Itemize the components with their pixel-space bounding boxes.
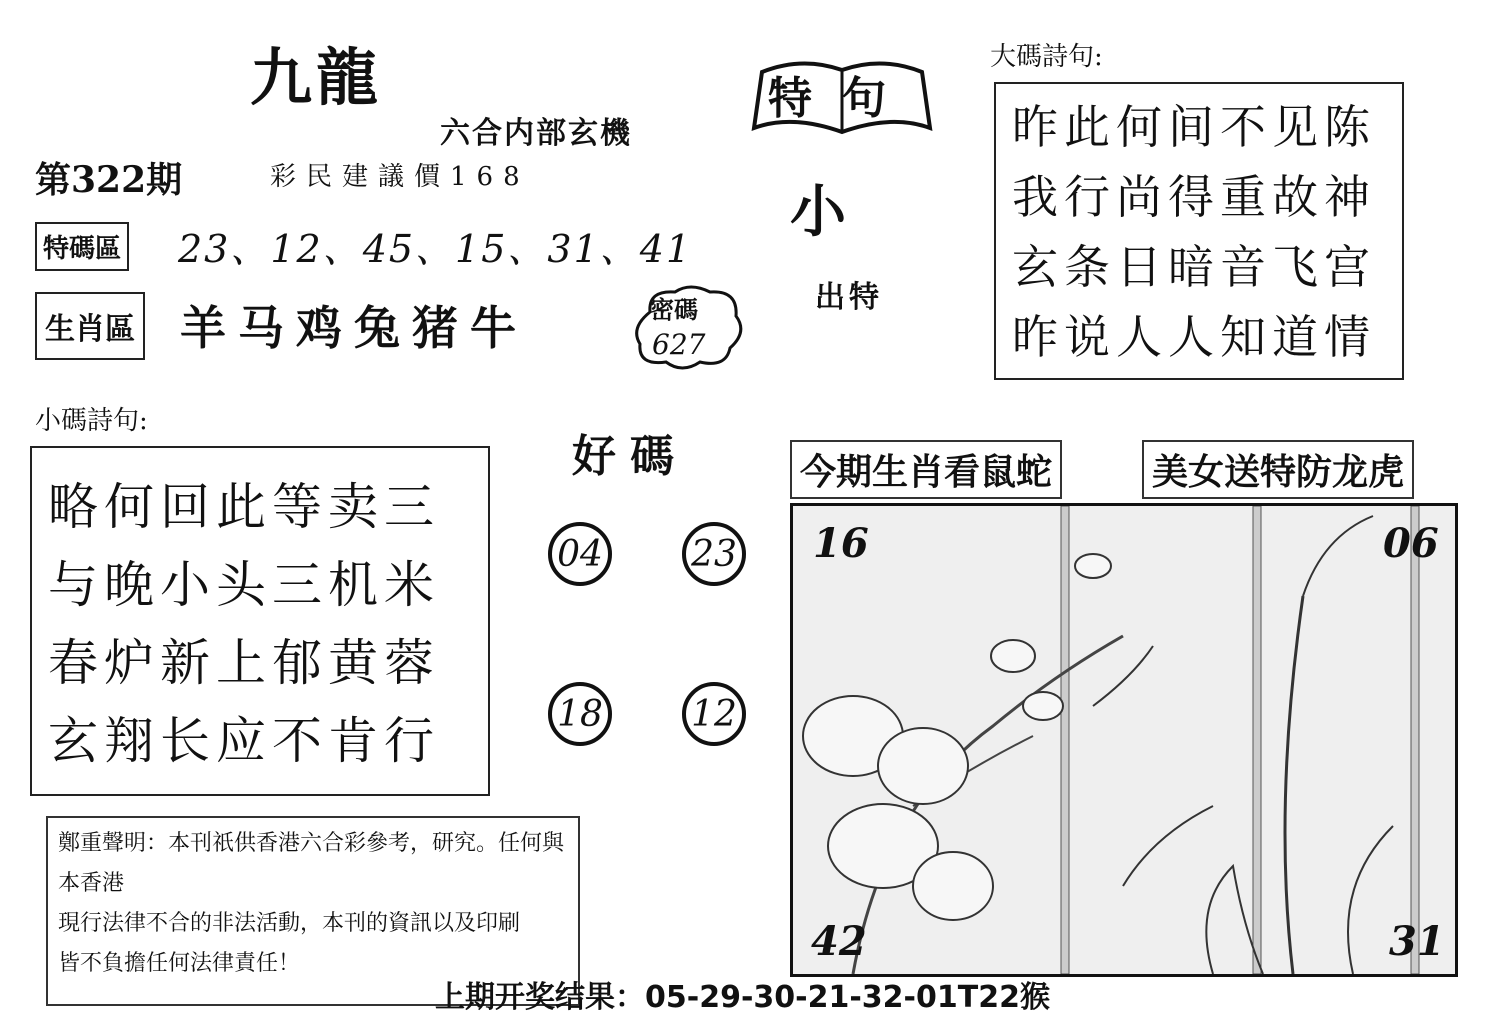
banner-text: 特句 [768,73,916,124]
small-poem-line: 春炉新上郁黄蓉 [48,634,440,692]
secret-code-label: 密碼 [650,295,698,324]
good-code-ball: 04 [548,522,612,586]
corner-number: 16 [813,520,869,567]
corner-number: 06 [1383,520,1439,567]
disclaimer-line: 鄭重聲明：本刊祇供香港六合彩參考，研究。任何與本香港 [58,831,565,896]
corner-number: 42 [811,918,867,965]
zodiac-label: 生肖區 [35,292,145,360]
hint-note: 出特 [815,280,883,315]
issue-number: 第322期 [35,159,183,201]
small-poem-line: 与晚小头三机米 [48,556,440,614]
good-codes-heading: 好碼 [572,431,688,482]
zodiac-values: 羊马鸡兔猪牛 [180,301,528,355]
small-poem-line: 略何回此等卖三 [48,478,440,536]
disclaimer-line: 皆不負擔任何法律責任！ [58,951,301,976]
hint-value: 小 [790,179,846,245]
disclaimer-line: 現行法律不合的非法活動，本刊的資訊以及印刷 [58,911,521,936]
big-poem-line: 玄条日暗音飞宫 [1012,240,1376,294]
big-poem-heading: 大碼詩句: [990,42,1103,72]
good-code-ball: 23 [682,522,746,586]
special-codes-values: 23、12、45、15、31、41 [178,227,693,271]
small-poem-box [30,446,490,796]
big-poem-line: 昨说人人知道情 [1012,310,1376,364]
flower-sketch-icon [793,506,1455,974]
subtitle: 六合内部玄機 [440,116,632,151]
flower-painting [790,503,1458,977]
small-poem-line: 玄翔长应不肯行 [48,712,440,770]
small-poem-heading: 小碼詩句: [35,406,148,436]
big-poem-line: 昨此何间不见陈 [1012,100,1376,154]
corner-number: 31 [1389,918,1445,965]
good-code-ball: 12 [682,682,746,746]
secret-code-value: 627 [652,328,706,361]
special-codes-label: 特碼區 [35,222,129,271]
page-title: 九龍 [250,41,383,114]
zodiac-note-right: 美女送特防龙虎 [1142,440,1414,499]
zodiac-note-left: 今期生肖看鼠蛇 [790,440,1062,499]
big-poem-box [994,82,1404,380]
good-code-ball: 18 [548,682,612,746]
previous-result: 上期开奖结果：05-29-30-21-32-01T22猴 [435,980,1050,1015]
big-poem-line: 我行尚得重故神 [1012,170,1376,224]
price-advice: 彩民建議價168 [270,162,530,192]
